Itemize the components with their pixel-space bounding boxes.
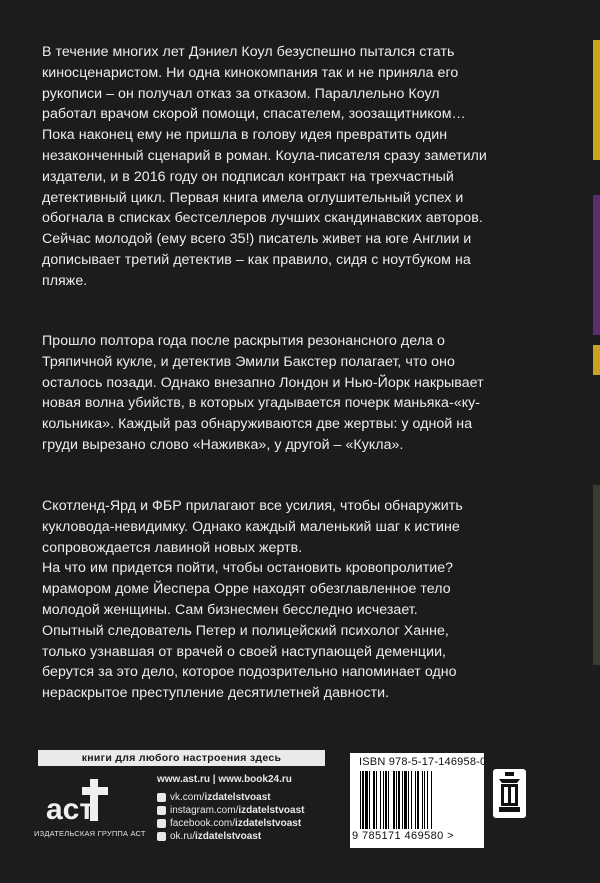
text-line: пляже.	[42, 272, 88, 289]
plot-continuation-paragraph	[42, 496, 562, 704]
barcode-number: 9 785171 469580 >	[352, 830, 454, 842]
author-bio-paragraph	[42, 42, 562, 292]
plot-summary-paragraph	[42, 331, 562, 456]
barcode-bar	[373, 771, 375, 829]
text-line: незаконченный сценарий в роман. Коула-писателя сразу заметили	[42, 147, 487, 164]
barcode-bar	[402, 771, 403, 829]
text-line: нераскрытое преступление десятилетней давности.	[42, 685, 390, 702]
text-line: осталось позади. Однако внезапно Лондон и Нью-Йорк накрывает	[42, 374, 484, 391]
barcode-bar	[380, 771, 381, 829]
barcode-bar	[408, 771, 409, 829]
social-link-handle: izdatelstvoast	[195, 831, 262, 842]
text-line: новая волна убийств, в которых угадывается почерк маньяка-«ку-	[42, 395, 481, 412]
barcode-bar	[422, 771, 423, 829]
text-line: Скотленд-Ярд и ФБР прилагают все усилия, чтобы обнаружить	[42, 498, 463, 514]
text-line: обогнала в списках бестселлеров лучших скандинавских авторов.	[42, 210, 483, 227]
barcode-bar	[388, 771, 389, 829]
yellow-edge-stripe-lower	[593, 345, 600, 375]
text-line: Прошло полтора года после раскрытия резонансного дела о	[42, 333, 445, 349]
isbn-barcode	[350, 753, 487, 848]
barcode-bar	[398, 771, 400, 829]
barcode-bar	[393, 771, 395, 829]
text-line: кукловода-невидимку. Однако каждый маленький шаг к истине	[42, 518, 460, 535]
purple-edge-stripe	[593, 195, 600, 335]
social-link-facebook[interactable]	[157, 817, 305, 830]
text-line: берутся за это дело, которое подозрительно напоминает одно	[42, 664, 457, 681]
barcode-bar	[404, 771, 407, 829]
instagram-icon	[157, 806, 166, 815]
text-line: Пока наконец ему не пришла в голову идея превратить один	[42, 127, 448, 144]
text-line: Опытный следователь Петер и полицейский психолог Ханне,	[42, 622, 449, 639]
social-link-handle: izdatelstvoast	[235, 818, 302, 829]
logo-wordmark: аст	[46, 793, 95, 826]
barcode-bars	[360, 771, 478, 829]
barcode-bar	[360, 771, 361, 829]
social-link-instagram[interactable]	[157, 804, 305, 817]
barcode-bar	[427, 771, 428, 829]
social-link-handle: izdatelstvoast	[204, 792, 271, 803]
barcode-bar	[396, 771, 397, 829]
yellow-edge-stripe	[593, 40, 600, 160]
barcode-bar	[365, 771, 368, 829]
text-line: В течение многих лет Дэниел Коул безуспешно пытался стать	[42, 44, 455, 60]
text-line: киносценаристом. Ни одна кинокомпания так и не приняла его	[42, 64, 459, 81]
social-link-handle: izdatelstvoast	[238, 805, 305, 816]
text-line: рукописи – он получал отказ за отказом. Параллельно Коул	[42, 85, 440, 102]
social-link-ok[interactable]	[157, 830, 305, 843]
text-line: сопровождается лавиной новых жертв.	[42, 539, 303, 556]
text-line: кольника». Каждый раз обнаруживаются две жертвы: у одной на	[42, 416, 473, 433]
text-line: молодой женщины. Сам бизнесмен бесследно исчезает.	[42, 601, 418, 618]
isbn-label: ISBN 978-5-17-146958-0	[359, 756, 487, 768]
barcode-bar	[383, 771, 384, 829]
social-link-prefix: instagram.com/	[170, 805, 239, 816]
website-links[interactable]: www.ast.ru | www.book24.ru	[157, 774, 292, 785]
barcode-bar	[431, 771, 432, 829]
barcode-bar	[411, 771, 412, 829]
text-line: детективный цикл. Первая книга имела оглушительный успех и	[42, 189, 464, 206]
cover-edge-stripes	[593, 0, 600, 883]
facebook-icon	[157, 819, 166, 828]
barcode-bar	[424, 771, 425, 829]
barcode-bar	[385, 771, 387, 829]
dark-edge-stripe	[593, 485, 600, 665]
publisher-links	[157, 774, 305, 843]
text-line: Сейчас молодой (ему всего 35!) писатель живет на юге Англии и	[42, 231, 472, 248]
publisher-caption: ИЗДАТЕЛЬСКАЯ ГРУППА АСТ	[34, 829, 146, 838]
barcode-bar	[369, 771, 370, 829]
text-line: только узнавшая от врачей о своей наступающей деменции,	[42, 643, 447, 660]
lantern-icon	[493, 769, 526, 818]
text-line: На что им придется пойти, чтобы остановить кровопролитие?	[42, 560, 454, 577]
barcode-bar	[376, 771, 377, 829]
social-link-prefix: facebook.com/	[170, 818, 236, 829]
publisher-tagline: книги для любого настроения здесь	[38, 750, 325, 766]
text-line: работал врачом скорой помощи, спасателем, зоозащитником…	[42, 106, 466, 123]
text-line: мрамором доме Йеспера Орре находят обезглавленное тело	[42, 581, 451, 598]
barcode-bar	[417, 771, 419, 829]
text-line: груди вырезано слово «Наживка», у другой – «Кукла».	[42, 436, 404, 453]
social-link-prefix: vk.com/	[170, 792, 205, 803]
barcode-bar	[362, 771, 364, 829]
text-line: издатели, и в 2016 году он подписал контракт на трехчастный	[42, 168, 454, 185]
odnoklassniki-icon	[157, 832, 166, 841]
text-line: Тряпичной кукле, и детектив Эмили Бакстер полагает, что оно	[42, 353, 455, 370]
vk-icon	[157, 793, 166, 802]
text-line: дописывает третий детектив – как правило, сидя с ноутбуком на	[42, 251, 471, 268]
social-link-prefix: ok.ru/	[170, 831, 196, 842]
barcode-bar	[415, 771, 416, 829]
social-link-vk[interactable]	[157, 791, 305, 804]
